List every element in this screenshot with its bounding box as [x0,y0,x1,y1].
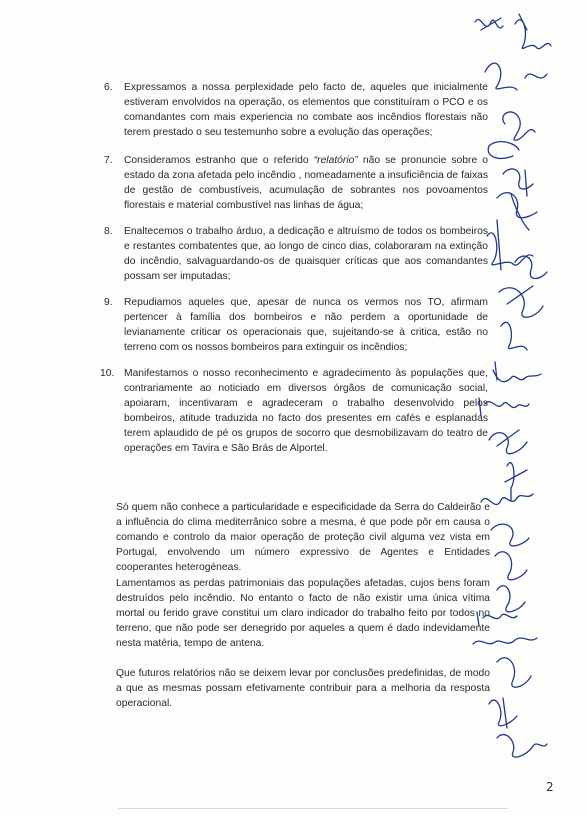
body-paragraph: Que futuros relatórios não se deixem levar por conclusões predefinidas, de modo a que as mesmas possam efetivamente contribuir para a melhoria da resposta operacional. [116,668,490,709]
signature [497,735,547,758]
list-item-text: Enaltecemos o trabalho árduo, a dedicação e altruísmo de todos os bombeiros e restantes combatentes que, ao longo de cinco dias, colaboraram na extinção do incêndio, salvaguardando-os de quaisquer críticas que aos comandantes possam ser imputadas; [124,226,488,282]
list-item-text [124,153,488,213]
page-number: 2 [546,780,554,794]
signature [489,698,517,728]
body-paragraph: Só quem não conhece a particularidade e especificidade da Serra do Caldeirão e a influência do clima mediterrânico sobre a mesma, é que pode pôr em causa o comando e controlo da maior operação de proteção civil alguma vez vista em Portugal, envolvendo um número expressivo de Agentes e Entidades cooperantes heterogéneas. [116,502,490,573]
signature [491,524,529,546]
text-segment: Consideramos estranho que o referido [124,155,314,166]
list-item [104,224,488,284]
footer-divider [118,808,508,809]
signature [503,169,533,196]
list-item-number: 6. [104,82,113,93]
signature [495,552,527,580]
list-item [104,295,488,355]
list-item-text: Expressamos a nossa perplexidade pelo facto de, aqueles que inicialmente estiveram envolvidos na operação, os elementos que constituíram o PCO e os comandantes com mais experiencia no combate aos incêndios florestais não terem prestado o seu testemunho sobre a evolução das operações; [124,82,488,138]
signature [481,494,533,505]
signature-column [467,0,587,770]
list-item [100,366,488,456]
signature [499,286,543,317]
signature [515,14,551,49]
signature [503,112,535,140]
list-item-number: 8. [104,226,113,237]
signature [488,142,519,159]
signature [501,322,527,350]
signature [473,638,537,644]
signature [475,18,503,30]
signature [489,430,527,454]
list-item-text: Manifestamos o nosso reconhecimento e agradecimento às populações que, contrariamente ao noticiado em diversos órgãos de comunicação social, apoiaram, incentivaram e agradeceram o trabalho desenvolvido pelos bombeiros, atitude traduzida no facto dos presentes em cafés e esplanadas terem aplaudido de pé os grupos de socorro que desmobilizavam do teatro de operações em Tavira e São Brás de Alportel. [124,368,488,454]
list-item-text: Repudiamos aqueles que, apesar de nunca os vermos nos TO, afirmam pertencer à família dos bombeiros e não perdem a oportunidade de levianamente criticar os operacionais que, sujeitando-se à critica, estão no terreno com os nossos bombeiros para extinguir os incêndios; [124,297,488,353]
list-item-number: 7. [104,155,113,166]
signature [497,193,537,230]
signature [479,398,529,416]
list-item-number: 10. [100,368,115,379]
signature [515,256,547,278]
signature [497,658,531,687]
text-segment: não se pronuncie sobre o estado da zona afetada pelo incêndio , nomeadamente a insuficiência de faixas de gestão de combustíveis, acumulação de sobrantes nos povoamentos florestais e material combustível nas linhas de água; [124,155,488,211]
body-paragraph: Lamentamos as perdas patrimoniais das populações afetadas, cujos bens foram destruídos pelo incêndio. No entanto o facto de não existir uma única vítima mortal ou ferido grave constitui um claro indicador do trabalho feito por todos no terreno, que não pode ser denegrido por aqueles a quem é dado indevidamente nesta matéria, tempo de antena. [116,578,490,649]
signature [505,463,527,500]
list-item [104,80,488,140]
signature [497,586,525,612]
italic-term: “relatório” [313,155,358,166]
list-item-number: 9. [104,297,113,308]
list-item [104,153,488,213]
signature [493,362,541,382]
signature [477,612,517,626]
signature [485,63,547,90]
numbered-list [100,80,488,456]
